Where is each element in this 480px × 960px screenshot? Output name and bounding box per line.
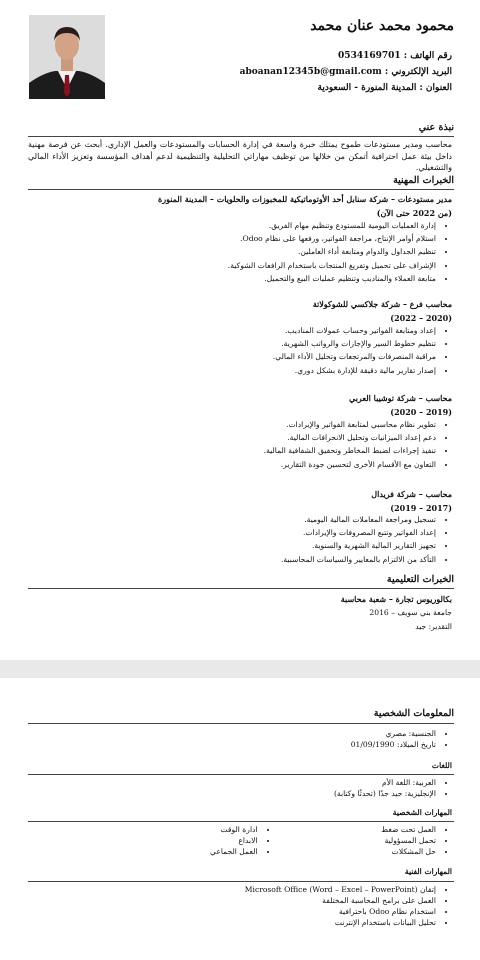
list-item: • العربية: اللغة الأم [334, 777, 436, 788]
personal-info-divider [28, 723, 454, 724]
job-title: مدير مستودعات – شركة سنابل أحد الأوتوماتيكية للمخبوزات والحلويات – المدينة المنورة [158, 194, 452, 204]
tech-skills-list [245, 884, 452, 928]
job-date: (2017 – 2019) [390, 503, 452, 513]
phone: رقم الهاتف : 0534169701 [338, 51, 452, 61]
languages-divider [28, 774, 454, 775]
degree: بكالوريوس تجارة – شعبة محاسبة [340, 594, 452, 604]
list-item: • الابداع [210, 835, 258, 846]
list-item: • الجنسية: مصري [351, 728, 436, 739]
soft-skills-list [381, 824, 452, 857]
list-item: • الإنجليزية: جيد جدًا (تحدثًا وكتابة) [334, 788, 436, 799]
list-item: • إعداد الفواتير وتتبع المصروفات والإيرادات. [281, 526, 436, 539]
job-date: (2020 – 2022) [390, 313, 452, 323]
soft-skills-divider [28, 821, 454, 822]
education-divider [28, 588, 454, 589]
list-item: • تطوير نظام محاسبي لمتابعة الفواتير والإيرادات. [264, 418, 436, 431]
list-item: • تنظيم خطوط السير والإجازات والرواتب الشهرية. [273, 337, 436, 350]
job-title: محاسب فرع – شركة جلاكسي للشوكولاتة [312, 299, 452, 309]
job-duties [281, 513, 452, 566]
list-item: • حل المشكلات [381, 846, 436, 857]
list-item: • متابعة العملاء والمناديب وتنظيم عمليات البيع والتحميل. [228, 272, 436, 285]
list-item: • الإشراف على تحميل وتفريغ المنتجات باستخدام الرافعات الشوكية. [228, 259, 436, 272]
job-duties [264, 418, 452, 471]
list-item: • مراقبة المنصرفات والمرتجعات وتحليل الأداء المالي. [273, 350, 436, 363]
university: جامعة بني سويف – 2016 [369, 608, 452, 617]
job-title: محاسب – شركة توشيبا العربي [349, 393, 452, 403]
full-name: محمود محمد عنان محمد [310, 18, 454, 34]
experience-divider [28, 189, 454, 190]
experience-title: الخبرات المهنية [393, 175, 454, 186]
list-item: • ادارة الوقت [210, 824, 258, 835]
job-duties [228, 219, 452, 285]
address: العنوان : المدينة المنورة - السعودية [317, 83, 452, 93]
list-item: • استلام أوامر الإنتاج، مراجعة الفواتير، ورفعها على نظام Odoo. [228, 232, 436, 245]
list-item: • إتقان Microsoft Office (Word – Excel – PowerPoint) [245, 884, 436, 895]
list-item: • العمل الجماعي [210, 846, 258, 857]
languages-title: اللغات [431, 761, 452, 770]
list-item: • تحمل المسؤولية [381, 835, 436, 846]
list-item: • التأكد من الالتزام بالمعايير والسياسات المحاسبية. [281, 553, 436, 566]
list-item: • دعم إعداد الميزانيات وتحليل الانحرافات المالية. [264, 431, 436, 444]
list-item: • التعاون مع الأقسام الأخرى لتحسين جودة التقارير. [264, 458, 436, 471]
list-item: • تاريخ الميلاد: 01/09/1990 [351, 739, 436, 750]
list-item: • تجهيز التقارير المالية الشهرية والسنوية. [281, 539, 436, 552]
list-item: • إعداد ومتابعة الفواتير وحساب عمولات المناديب. [273, 324, 436, 337]
soft-skills-title: المهارات الشخصية [392, 808, 452, 817]
profile-photo [29, 15, 105, 99]
job-duties [273, 324, 452, 377]
list-item: • إصدار تقارير مالية دقيقة للإدارة بشكل دوري. [273, 364, 436, 377]
grade: التقدير: جيد [415, 622, 452, 631]
job-date: (2019 – 2020) [390, 407, 452, 417]
list-item: • تنفيذ إجراءات لضبط المخاطر وتحقيق الشفافية المالية. [264, 444, 436, 457]
list-item: • تسجيل ومراجعة المعاملات المالية اليومية. [281, 513, 436, 526]
job-title: محاسب – شركة فريدال [371, 489, 452, 499]
tech-skills-title: المهارات الفنية [404, 867, 452, 876]
list-item: • العمل تحت ضغط [381, 824, 436, 835]
personal-info-list [351, 728, 452, 750]
summary-title: نبذة عني [418, 122, 454, 133]
education-title: الخبرات التعليمية [386, 574, 454, 585]
soft-skills-list-2 [210, 824, 274, 857]
tech-skills-divider [28, 881, 454, 882]
profile-photo-image [29, 15, 105, 99]
summary-divider [28, 136, 454, 137]
email: البريد الإلكتروني : aboanan12345b@gmail.com [239, 67, 452, 77]
languages-list [334, 777, 452, 799]
resume-page-2 [0, 678, 480, 960]
list-item: • تحليل البيانات باستخدام الإنترنت [245, 917, 436, 928]
summary-text: محاسب ومدير مستودعات طموح يمتلك خبرة واسعة في إدارة الحسابات والمستودعات والعمل الإداري. أبحث عن فرصة مهنية داخل بيئة عمل احترافية أتمكن من خلالها من توظيف مهاراتي التحليلية والتنظيمية لدعم أهداف المؤسسة وتعزيز الأداء المالي والتشغيلي. [28, 140, 452, 172]
list-item: • العمل على برامج المحاسبة المختلفة [245, 895, 436, 906]
list-item: • إدارة العمليات اليومية للمستودع وتنظيم مهام الفريق. [228, 219, 436, 232]
list-item: • تنظيم الجداول والدوام ومتابعة أداء العاملين. [228, 245, 436, 258]
list-item: • استخدام نظام Odoo باحترافية [245, 906, 436, 917]
personal-info-title: المعلومات الشخصية [373, 708, 454, 719]
job-date: (من 2022 حتى الآن) [376, 208, 452, 218]
